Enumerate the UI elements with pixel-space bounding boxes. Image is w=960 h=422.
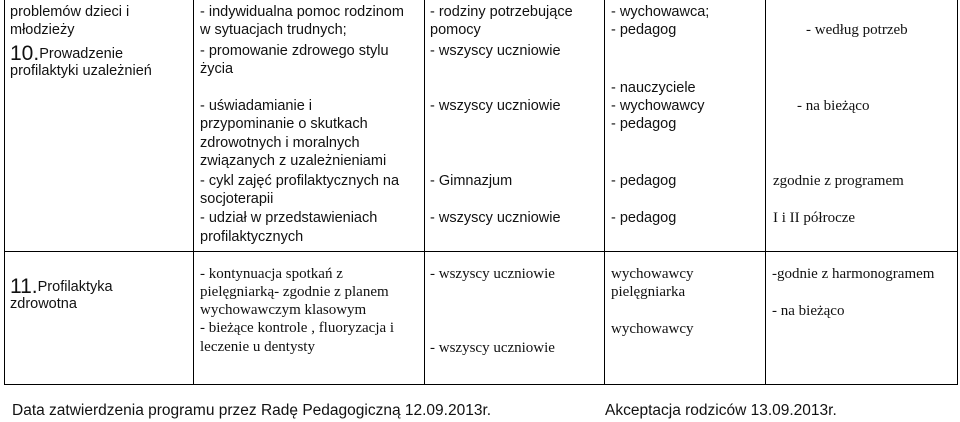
row1-col2-line: w sytuacjach trudnych; [200, 22, 347, 38]
row1-col1-heading [10, 43, 123, 64]
row2-col2-line: - kontynuacja spotkań z [200, 266, 343, 282]
table-col-divider-1 [193, 0, 194, 385]
row1-col4-line: - pedagog [611, 210, 677, 226]
row1-col2-line: socjoterapii [200, 191, 274, 207]
table-border-left [4, 0, 5, 385]
row2-col3-line: - wszyscy uczniowie [430, 340, 555, 356]
table-col-divider-3 [604, 0, 605, 385]
row1-col3-line: - rodziny potrzebujące [430, 4, 573, 20]
table-border-right [957, 0, 958, 385]
row1-col1-line4: profilaktyki uzależnień [10, 63, 152, 79]
approval-date-text: Data zatwierdzenia programu przez Radę Pedagogiczną 12.09.2013r. [12, 402, 492, 419]
section-number-11: 11. [10, 275, 38, 298]
table-row-divider [4, 251, 958, 252]
row2-col4-line: wychowawcy [611, 321, 694, 337]
row2-col5-line: -godnie z harmonogramem [772, 266, 935, 282]
table-border-bottom [4, 384, 958, 385]
row1-col2-line: - indywidualna pomoc rodzinom [200, 4, 404, 20]
row1-col2-line: - promowanie zdrowego stylu [200, 43, 389, 59]
parents-acceptance-text: Akceptacja rodziców 13.09.2013r. [605, 402, 837, 419]
row1-col4-line: - pedagog [611, 173, 677, 189]
row2-col2-line: - bieżące kontrole , fluoryzacja i [200, 320, 395, 336]
row2-col2-line: wychowawczym klasowym [200, 302, 367, 318]
section-title-10: Prowadzenie [39, 46, 124, 62]
section-title-11: Profilaktyka [37, 279, 113, 295]
row1-col3-line: - wszyscy uczniowie [430, 210, 561, 226]
row2-col1-line2: zdrowotna [10, 296, 77, 312]
row1-col5-line: zgodnie z programem [773, 173, 904, 189]
row2-col4-line: wychowawcy [611, 266, 694, 282]
row2-col1-heading [10, 276, 113, 297]
row1-col4-line: - pedagog [611, 116, 677, 132]
row2-col4-line: pielęgniarka [611, 284, 686, 300]
row2-col2-line: pielęgniarką- zgodnie z planem [200, 284, 389, 300]
row1-col1-line2: młodzieży [10, 22, 75, 38]
row1-col3-line: - wszyscy uczniowie [430, 98, 561, 114]
row1-col5-line: I i II półrocze [773, 210, 856, 226]
row1-col2-line: przypominanie o skutkach [200, 116, 368, 132]
row1-col5-line: - według potrzeb [806, 22, 908, 38]
row1-col5-line: - na bieżąco [797, 98, 870, 114]
row1-col2-line: - cykl zajęć profilaktycznych na [200, 173, 400, 189]
row1-col4-line: - wychowawcy [611, 98, 705, 114]
row2-col3-line: - wszyscy uczniowie [430, 266, 555, 282]
row1-col2-line: - uświadamianie i [200, 98, 313, 114]
row1-col1-line1: problemów dzieci i [10, 4, 130, 20]
row1-col4-line: - nauczyciele [611, 80, 696, 96]
row1-col2-line: profilaktycznych [200, 229, 304, 245]
row1-col2-line: życia [200, 61, 234, 77]
row2-col5-line: - na bieżąco [772, 303, 845, 319]
section-number-10: 10. [10, 42, 40, 65]
row1-col3-line: - wszyscy uczniowie [430, 43, 561, 59]
row1-col2-line: związanych z uzależnieniami [200, 153, 387, 169]
row1-col3-line: - Gimnazjum [430, 173, 513, 189]
row1-col4-line: - pedagog [611, 22, 677, 38]
row2-col2-line: leczenie u dentysty [200, 339, 315, 355]
row1-col4-line: - wychowawca; [611, 4, 710, 20]
row1-col3-line: pomocy [430, 22, 481, 38]
table-col-divider-4 [765, 0, 766, 385]
row1-col2-line: zdrowotnych i moralnych [200, 135, 360, 151]
row1-col2-line: - udział w przedstawieniach [200, 210, 378, 226]
table-col-divider-2 [424, 0, 425, 385]
